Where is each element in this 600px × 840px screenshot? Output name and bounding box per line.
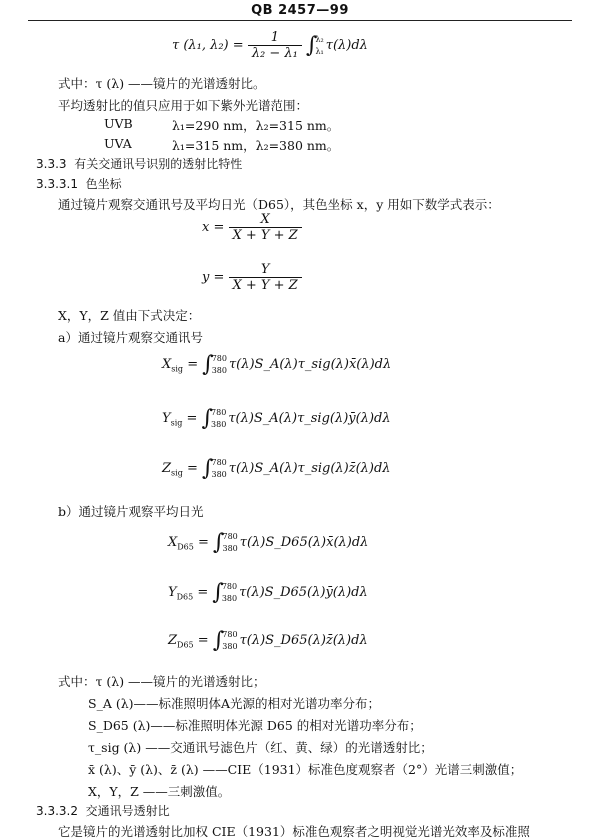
z-sig-symbol: Z (162, 461, 172, 476)
y-sig-subscript: sig (170, 418, 183, 428)
formula-average-transmittance (172, 30, 368, 61)
upper-limit: 780 (221, 581, 238, 591)
eq-x-denominator: X + Y + Z (229, 227, 302, 243)
section-3-3-3-heading (36, 155, 242, 172)
lower-limit: 380 (222, 543, 238, 553)
avg-uv-note: 平均透射比的值只应用于如下紫外光谱范围： (58, 98, 309, 113)
eq-x-numerator: X (260, 212, 270, 227)
standard-number-header: QB 2457—99 (251, 3, 349, 18)
equation-x (202, 212, 302, 243)
lower-limit: 380 (211, 419, 227, 429)
integral-limits (223, 531, 238, 555)
uvb-range: λ₁=290 nm，λ₂=315 nm。 (172, 118, 340, 133)
lower-limit: 380 (222, 641, 238, 651)
section-title: 色坐标 (85, 177, 122, 191)
x-d65-subscript: D65 (177, 542, 194, 552)
integral-limits (211, 407, 226, 431)
where-list-line-1: 式中：τ (λ) ——镜片的光谱透射比； (58, 674, 266, 689)
x-d65-symbol: X (168, 535, 178, 550)
eq-y-denominator: X + Y + Z (229, 277, 302, 293)
y-sig-symbol: Y (162, 411, 171, 426)
eq-y-lhs: y = (202, 270, 225, 285)
section-3-3-3-1-heading (36, 175, 122, 192)
equation-x-sig: $X_{sig}$ = ∫ 780 380 τ(λ)S_A(λ)τ_sig(λ)x̄(λ)dλ (162, 352, 392, 377)
upper-limit: 780 (222, 629, 238, 639)
section-3-3-3-1-body: 通过镜片观察交通讯号及平均日光（D65），其色坐标 x，y 用如下数学式表示： (58, 197, 500, 212)
fraction-denominator: λ₂ − λ₁ (248, 45, 302, 61)
fraction-numerator: 1 (270, 30, 279, 45)
section-3-3-3-2-body: 它是镜片的光谱透射比加权 CIE（1931）标准色观察者之明视觉光谱光效率及标准照 (58, 824, 530, 839)
integrand: τ(λ)dλ (325, 38, 368, 53)
lower-limit: 380 (211, 469, 227, 479)
y-sig-integrand: τ(λ)S_A(λ)τ_sig(λ)ȳ(λ)dλ (228, 411, 391, 426)
header-rule (28, 20, 572, 21)
formula-lhs: τ (λ₁, λ₂) = (172, 38, 244, 53)
eq-x-fraction (229, 212, 302, 243)
section-title: 有关交通讯号识别的透射比特性 (74, 157, 243, 171)
where-list-line-6: X，Y，Z ——三刺激值。 (88, 784, 231, 799)
upper-limit: 780 (211, 407, 227, 417)
uvb-label: UVB (104, 116, 133, 131)
lower-limit: 380 (221, 593, 238, 603)
where-tau-line: 式中：τ (λ) ——镜片的光谱透射比。 (58, 76, 266, 91)
x-sig-integrand: τ(λ)S_A(λ)τ_sig(λ)x̄(λ)dλ (228, 357, 392, 372)
section-number: 3.3.3 (36, 157, 67, 171)
integral-sign: ∫ (213, 530, 225, 555)
upper-limit: 780 (222, 531, 238, 541)
uva-range: λ₁=315 nm，λ₂=380 nm。 (172, 138, 340, 153)
equation-y-d65: $Y_{D65}$ = ∫ 780 380 τ(λ)S_D65(λ)ȳ(λ)dλ (168, 580, 368, 605)
where-list-line-5: x̄ (λ)、ȳ (λ)、z̄ (λ) ——CIE（1931）标准色度观察者（2°）光谱三刺激值； (88, 762, 523, 777)
x-sig-symbol: X (162, 357, 172, 372)
integral-limits (222, 581, 237, 605)
eq-y-numerator: Y (260, 262, 270, 277)
equation-z-sig: $Z_{sig}$ = ∫ 780 380 τ(λ)S_A(λ)τ_sig(λ)z̄(λ)dλ (162, 456, 391, 481)
integral-limits (211, 457, 226, 481)
lower-limit: λ₁ (315, 46, 324, 56)
equation-y-sig: $Y_{sig}$ = ∫ 780 380 τ(λ)S_A(λ)τ_sig(λ)ȳ(λ)dλ (162, 406, 391, 431)
upper-limit: 780 (211, 353, 227, 363)
equation-x-d65: $X_{D65}$ = ∫ 780 380 τ(λ)S_D65(λ)x̄(λ)dλ (168, 530, 369, 555)
x-sig-subscript: sig (171, 364, 184, 374)
z-sig-subscript: sig (171, 468, 183, 478)
eq-y-fraction (229, 262, 302, 293)
z-d65-integrand: τ(λ)S_D65(λ)z̄(λ)dλ (239, 633, 368, 648)
integral-sign: ∫ (201, 406, 214, 431)
xyz-determination-note: X，Y，Z 值由下式决定： (58, 308, 201, 323)
lower-limit: 380 (211, 365, 227, 375)
section-title: 交通讯号透射比 (85, 804, 170, 818)
where-list-line-4: τ_sig (λ) ——交通讯号滤色片（红、黄、绿）的光谱透射比； (88, 740, 433, 755)
item-a: a）通过镜片观察交通讯号 (58, 330, 203, 345)
equation-y (202, 262, 302, 293)
integral-sign: ∫ (202, 352, 214, 377)
z-d65-symbol: Z (168, 633, 178, 648)
upper-limit: λ₂ (315, 34, 324, 44)
z-d65-subscript: D65 (177, 640, 194, 650)
section-3-3-3-2-heading (36, 802, 170, 819)
where-list-line-3: S_D65 (λ)——标准照明体光源 D65 的相对光谱功率分布； (88, 718, 422, 733)
integral-limits (315, 34, 323, 58)
formula-fraction (248, 30, 302, 61)
equation-z-d65: $Z_{D65}$ = ∫ 780 380 τ(λ)S_D65(λ)z̄(λ)dλ (168, 628, 368, 653)
eq-x-lhs: x = (202, 220, 225, 235)
y-d65-subscript: D65 (176, 592, 194, 602)
item-b: b）通过镜片观察平均日光 (58, 504, 204, 519)
integral-sign: ∫ (212, 580, 224, 605)
upper-limit: 780 (211, 457, 227, 467)
integral-sign: ∫ (306, 33, 318, 58)
section-number: 3.3.3.2 (36, 804, 78, 818)
where-list-line-2: S_A (λ)——标准照明体A光源的相对光谱功率分布； (88, 696, 381, 711)
uva-label: UVA (104, 136, 132, 151)
integral-sign: ∫ (212, 628, 225, 653)
integral-limits (212, 353, 227, 377)
integral-limits (222, 629, 237, 653)
z-sig-integrand: τ(λ)S_A(λ)τ_sig(λ)z̄(λ)dλ (228, 461, 391, 476)
x-d65-integrand: τ(λ)S_D65(λ)x̄(λ)dλ (239, 535, 369, 550)
integral-sign: ∫ (202, 456, 214, 481)
section-number: 3.3.3.1 (36, 177, 78, 191)
y-d65-symbol: Y (168, 585, 177, 600)
y-d65-integrand: τ(λ)S_D65(λ)ȳ(λ)dλ (239, 585, 368, 600)
